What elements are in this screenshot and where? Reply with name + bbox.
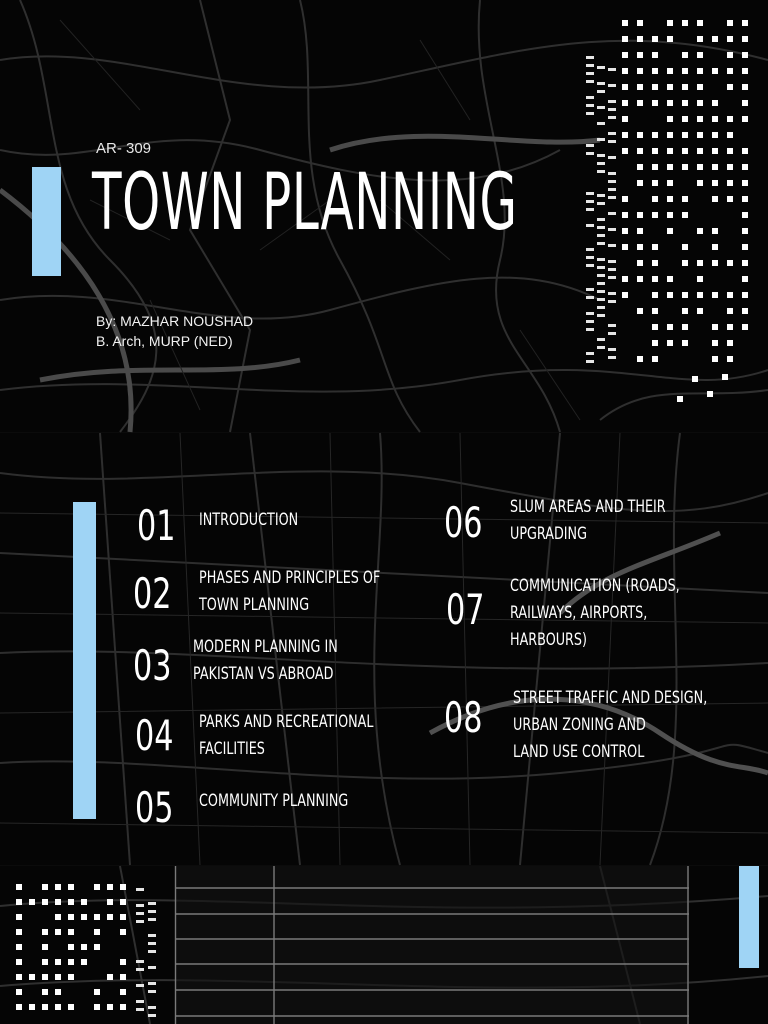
slide-course-contents [0,433,768,865]
item-number-06: 06 [444,498,483,547]
slide-title [0,0,768,432]
accent-bar [739,866,759,968]
page-title: TOWN PLANNING [92,158,518,248]
item-label-08: STREET TRAFFIC AND DESIGN, URBAN ZONING AND LAND USE CONTROL [513,688,708,762]
item-number-07: 07 [446,585,485,634]
accent-bar [32,167,61,276]
item-number-05: 05 [135,783,174,832]
item-label-05: COMMUNITY PLANNING [199,791,349,811]
course-code: AR- 309 [96,140,152,157]
item-label-06: SLUM AREAS AND THEIR UPGRADING [510,497,666,544]
item-label-02: PHASES AND PRINCIPLES OF TOWN PLANNING [199,568,381,615]
item-number-08: 08 [444,693,483,742]
table-grid [175,866,690,1024]
building-graphic [12,880,172,1024]
item-number-01: 01 [137,501,176,550]
item-number-02: 02 [133,569,172,618]
slide-third-partial [0,866,768,1024]
item-label-04: PARKS AND RECREATIONAL FACILITIES [199,712,374,759]
item-number-04: 04 [135,711,174,760]
author-name: By: MAZHAR NOUSHAD [96,313,254,329]
item-label-07: COMMUNICATION (ROADS, RAILWAYS, AIRPORTS, HARBOURS) [510,576,680,650]
author-credentials: B. Arch, MURP (NED) [96,333,233,349]
building-graphic [582,16,762,416]
item-number-03: 03 [133,641,172,690]
item-label-03: MODERN PLANNING IN PAKISTAN VS ABROAD [193,637,338,684]
author-info [96,311,253,351]
accent-bar [73,502,96,819]
item-label-01: INTRODUCTION [199,510,299,530]
